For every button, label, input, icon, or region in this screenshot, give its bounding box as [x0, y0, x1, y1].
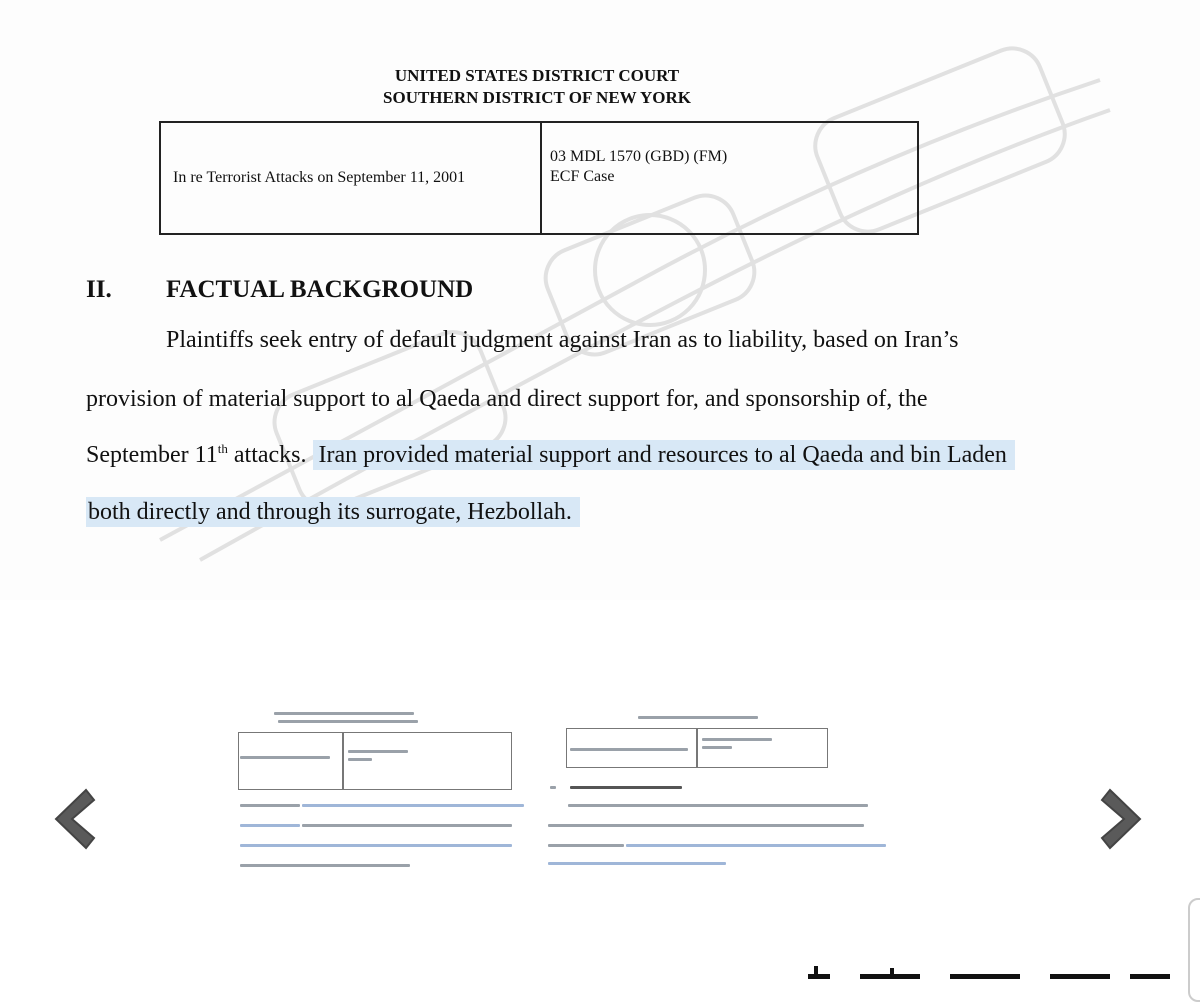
case-caption-box — [159, 121, 919, 235]
thumb-text-line — [240, 864, 410, 867]
cropped-caption-text — [800, 962, 1180, 986]
ordinal-suffix: th — [217, 441, 228, 456]
highlighted-text: Iran provided material support and resources to al Qaeda and bin Laden — [313, 440, 1015, 470]
section-number: II. — [86, 276, 112, 303]
thumb-text-line — [278, 720, 418, 723]
thumb-caption-box — [238, 732, 512, 790]
docket-info — [542, 123, 727, 233]
thumb-highlight-line — [302, 804, 524, 807]
highlighted-text: both directly and through its surrogate, Hezbollah. — [86, 497, 580, 527]
thumb-text-line — [240, 756, 330, 759]
thumbnail-page-1[interactable] — [238, 700, 528, 882]
thumb-highlight-line — [240, 824, 300, 827]
paragraph-line: provision of material support to al Qaeda and direct support for, and sponsorship of, the — [86, 386, 928, 412]
thumbnail-page-2[interactable] — [546, 700, 888, 882]
thumb-text-line — [570, 748, 688, 751]
thumb-divider — [696, 728, 698, 768]
thumb-text-line — [274, 712, 414, 715]
thumb-text-line — [302, 824, 512, 827]
thumb-divider — [342, 732, 344, 790]
ecf-case: ECF Case — [550, 168, 615, 185]
attacks-text: attacks. — [227, 442, 307, 468]
thumb-text-line — [348, 758, 372, 761]
paragraph-line — [86, 499, 580, 526]
thumb-highlight-line — [548, 862, 726, 865]
thumb-heading-line — [570, 786, 682, 789]
chevron-right-icon — [1100, 786, 1146, 852]
thumb-text-line — [548, 824, 864, 827]
chevron-left-icon — [50, 786, 96, 852]
section-title: FACTUAL BACKGROUND — [166, 276, 474, 303]
side-scroll-widget[interactable] — [1188, 898, 1200, 1002]
court-district: SOUTHERN DISTRICT OF NEW YORK — [383, 88, 691, 107]
thumb-text-line — [638, 716, 758, 719]
paragraph-line — [86, 442, 1015, 469]
next-button[interactable] — [1100, 786, 1146, 852]
court-name: UNITED STATES DISTRICT COURT — [394, 66, 680, 85]
thumb-text-line — [550, 786, 556, 789]
previous-button[interactable] — [50, 786, 96, 852]
docket-number: 03 MDL 1570 (GBD) (FM) — [550, 148, 728, 165]
thumb-highlight-line — [626, 844, 886, 847]
thumb-text-line — [702, 746, 732, 749]
case-title: In re Terrorist Attacks on September 11, 2001 — [161, 123, 542, 233]
thumb-text-line — [568, 804, 868, 807]
thumb-text-line — [240, 804, 300, 807]
thumb-text-line — [548, 844, 624, 847]
thumb-text-line — [702, 738, 772, 741]
thumb-text-line — [348, 750, 408, 753]
thumb-highlight-line — [240, 844, 512, 847]
date-text: September 11 — [86, 442, 218, 468]
paragraph-line: Plaintiffs seek entry of default judgment against Iran as to liability, based on Iran’s — [166, 327, 959, 353]
